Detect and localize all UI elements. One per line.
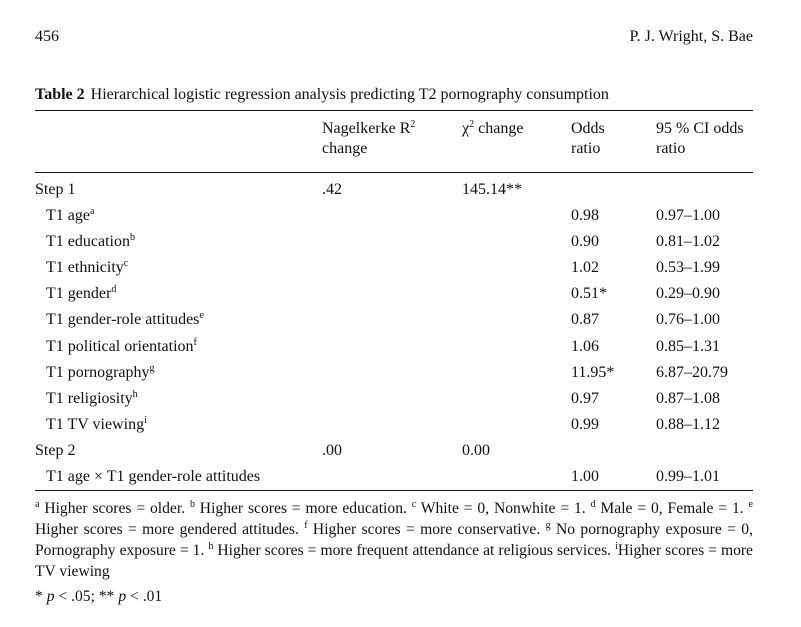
footnote-text: $^a$ Higher scores = older. $^b$ Higher scores = more education. $^c$ White = 0, Nonwhite = 1. $^d$ Male = 0, Female = 1. $^e$ Higher scores = more gendered attitudes. $^f$ Higher scores = more conservative. $^g$ No pornography exposure = 0, Pornography exposure = 1. $^h$ Higher scores = more frequent attendance at religious services. $^i$Higher scores = more TV viewing xyxy=(35,499,753,580)
row-label: T1 age$^a$ xyxy=(46,206,95,225)
row-label: Step 2 xyxy=(35,441,76,459)
table-caption xyxy=(35,86,609,104)
table-top-rule xyxy=(35,110,753,111)
cell-odds-ratio: 1.06 xyxy=(571,337,599,355)
cell-ci: 0.88–1.12 xyxy=(656,415,720,433)
row-label: T1 gender-role attitudes$^e$ xyxy=(46,310,204,329)
cell-ci: 0.99–1.01 xyxy=(656,468,720,486)
cell-r2-change: .42 xyxy=(322,181,342,198)
significance-note: * p < .05; ** p < .01 xyxy=(35,588,163,605)
row-label: T1 political orientation$^f$ xyxy=(46,336,197,355)
cell-ci: 0.87–1.08 xyxy=(656,389,720,407)
row-label: T1 ethnicity$^c$ xyxy=(46,258,129,277)
table-row xyxy=(35,177,753,203)
running-head-authors: P. J. Wright, S. Bae xyxy=(629,28,753,45)
cell-ci: 0.76–1.00 xyxy=(656,311,720,329)
row-label: T1 age × T1 gender-role attitudes xyxy=(46,468,261,486)
cell-chi-change: 145.14** xyxy=(462,181,522,198)
table-body xyxy=(35,177,753,490)
running-header xyxy=(35,28,753,50)
cell-odds-ratio: 0.97 xyxy=(571,389,599,407)
table-bottom-rule xyxy=(35,490,753,491)
table-row xyxy=(35,334,753,360)
cell-odds-ratio: 0.99 xyxy=(571,415,599,433)
table-row xyxy=(35,281,753,307)
table-row xyxy=(35,386,753,412)
cell-odds-ratio: 1.02 xyxy=(571,259,599,277)
table-row xyxy=(35,203,753,229)
table-title: Hierarchical logistic regression analysis predicting T2 pornography consumption xyxy=(90,86,609,103)
cell-chi-change: 0.00 xyxy=(462,441,490,459)
table-row xyxy=(35,229,753,255)
row-label: T1 pornography$^g$ xyxy=(46,362,155,381)
column-header-nagelkerke: Nagelkerke $R^2$ change xyxy=(322,119,416,157)
cell-odds-ratio: 0.98 xyxy=(571,207,599,225)
table-header-rule xyxy=(35,172,753,173)
cell-ci: 0.97–1.00 xyxy=(656,207,720,225)
table-row xyxy=(35,255,753,281)
row-label: T1 TV viewing$^i$ xyxy=(46,414,147,433)
cell-odds-ratio: 1.00 xyxy=(571,468,599,486)
cell-ci: 0.53–1.99 xyxy=(656,259,720,277)
table-label: Table 2 xyxy=(35,86,85,103)
column-header-chi-square: $\chi^2$ change xyxy=(462,119,524,137)
cell-odds-ratio: 0.51* xyxy=(571,285,607,303)
row-label: Step 1 xyxy=(35,181,76,198)
cell-ci: 0.81–1.02 xyxy=(656,233,720,251)
cell-odds-ratio: 0.87 xyxy=(571,311,599,329)
cell-odds-ratio: 11.95* xyxy=(571,363,615,381)
cell-r2-change: .00 xyxy=(322,441,342,459)
cell-odds-ratio: 0.90 xyxy=(571,233,599,251)
table-row xyxy=(35,307,753,333)
table-row xyxy=(35,464,753,490)
cell-ci: 0.85–1.31 xyxy=(656,337,720,355)
row-label: T1 education$^b$ xyxy=(46,232,135,251)
cell-ci: 0.29–0.90 xyxy=(656,285,720,303)
cell-ci: 6.87–20.79 xyxy=(656,363,728,381)
row-label: T1 gender$^d$ xyxy=(46,284,117,303)
column-header-odds-ratio: Odds ratio xyxy=(571,120,605,157)
table-row xyxy=(35,360,753,386)
table-row xyxy=(35,438,753,464)
table-footnotes xyxy=(35,498,753,582)
table-row xyxy=(35,412,753,438)
row-label: T1 religiosity$^h$ xyxy=(46,388,138,407)
page-number: 456 xyxy=(35,28,59,45)
column-header-confidence-interval: 95 % CI odds ratio xyxy=(656,120,744,157)
